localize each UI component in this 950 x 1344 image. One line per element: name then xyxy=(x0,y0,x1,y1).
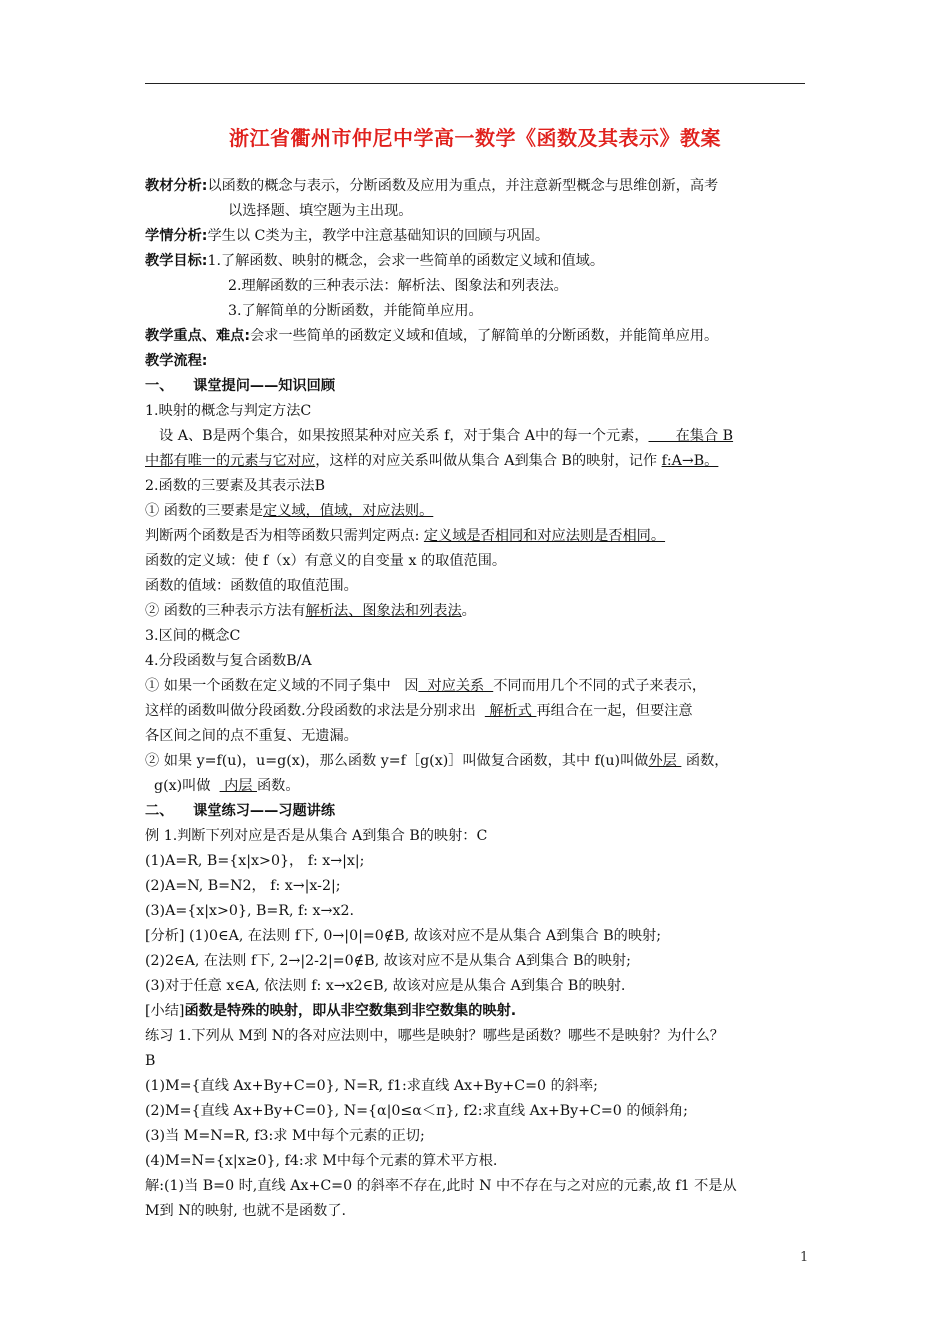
line-analysis-1: [分析] (1)0∈A, 在法则 f下, 0→|0|=0∉B, 故该对应不是从集合 A到集合 B的映射; xyxy=(145,928,662,944)
line-example-1-case-2: (2)A=N, B=N2， f: x→|x-2|; xyxy=(145,878,341,894)
line-exercise-case-2: (2)M={直线 Ax+By+C=0}, N={α|0≤α＜π}, f2:求直线 Ax+By+C=0 的倾斜角; xyxy=(145,1103,688,1119)
line-goal-3: 3.了解简单的分断函数，并能简单应用。 xyxy=(228,303,483,319)
line-mapping-concept: 1.映射的概念与判定方法C xyxy=(145,403,312,419)
line-key-points: 教学重点、难点:会求一些简单的函数定义域和值域，了解简单的分断函数，并能简单应用。 xyxy=(145,328,719,344)
document-body xyxy=(145,174,810,1224)
line-composite: ② 如果 y=f(u)，u=g(x)，那么函数 y=f［g(x)］叫做复合函数，其中 f(u)叫做外层 函数， xyxy=(145,753,729,769)
line-range: 函数的值域：函数值的取值范围。 xyxy=(145,578,358,594)
line-goals: 教学目标:1.了解函数、映射的概念，会求一些简单的函数定义域和值域。 xyxy=(145,253,605,269)
line-equal-functions: 判断两个函数是否为相等函数只需判定两点: 定义域是否相同和对应法则是否相同。 xyxy=(145,528,666,544)
line-exercise-level: B xyxy=(145,1053,156,1069)
line-exercise-1: 练习 1.下列从 M到 N的各对应法则中，哪些是映射？哪些是函数？哪些不是映射？为什么？ xyxy=(145,1028,724,1044)
line-exercise-case-3: (3)当 M=N=R, f3:求 M中每个元素的正切; xyxy=(145,1128,425,1144)
line-representations: ② 函数的三种表示方法有解析法、图象法和列表法。 xyxy=(145,603,476,619)
document-title: 浙江省衢州市仲尼中学高一数学《函数及其表示》教案 xyxy=(229,126,721,150)
line-textbook-analysis-cont: 以选择题、填空题为主出现。 xyxy=(228,203,413,219)
line-example-1-case-1: (1)A=R, B={x|x>0}， f: x→|x|; xyxy=(145,853,365,869)
line-solution-1: 解:(1)当 B=0 时,直线 Ax+C=0 的斜率不存在,此时 N 中不存在与之对应的元素,故 f1 不是从 xyxy=(145,1178,737,1194)
line-interval: 3.区间的概念C xyxy=(145,628,241,644)
line-example-1: 例 1.判断下列对应是否是从集合 A到集合 B的映射：C xyxy=(145,828,488,844)
line-piecewise-def: ① 如果一个函数在定义域的不同子集中 因 对应关系 不同而用几个不同的式子来表示， xyxy=(145,678,707,694)
section-heading-1: 一、 课堂提问——知识回顾 xyxy=(145,378,336,394)
line-piecewise-def-cont: 这样的函数叫做分段函数.分段函数的求法是分别求出 解析式 再组合在一起，但要注意 xyxy=(145,703,693,719)
section-heading-2: 二、 课堂练习——习题讲练 xyxy=(145,803,336,819)
line-exercise-case-4: (4)M=N={x|x≥0}, f4:求 M中每个元素的算术平方根. xyxy=(145,1153,498,1169)
line-function-elements: 2.函数的三要素及其表示法B xyxy=(145,478,326,494)
line-domain: 函数的定义域：使 f（x）有意义的自变量 x 的取值范围。 xyxy=(145,553,507,569)
line-student-analysis: 学情分析:学生以 C类为主，教学中注意基础知识的回顾与巩固。 xyxy=(145,228,550,244)
line-example-1-case-3: (3)A={x|x>0}, B=R, f: x→x2. xyxy=(145,903,354,919)
line-mapping-definition-cont: 中都有唯一的元素与它对应，这样的对应关系叫做从集合 A到集合 B的映射，记作 f:A→B。 xyxy=(145,453,719,469)
page-number: 1 xyxy=(800,1250,809,1265)
line-three-elements: ① 函数的三要素是定义域，值域，对应法则。 xyxy=(145,503,434,519)
line-analysis-2: (2)2∈A, 在法则 f下, 2→|2-2|=0∉B, 故该对应不是从集合 A到集合 B的映射; xyxy=(145,953,631,969)
line-mapping-definition: 设 A、B是两个集合，如果按照某种对应关系 f，对于集合 A中的每一个元素， 在集合 B xyxy=(159,428,734,444)
line-solution-1-cont: M到 N的映射, 也就不是函数了. xyxy=(145,1203,347,1219)
line-composite-cont: g(x)叫做 内层 函数。 xyxy=(145,778,300,794)
line-piecewise-note: 各区间之间的点不重复、无遗漏。 xyxy=(145,728,358,744)
line-process-heading: 教学流程: xyxy=(145,353,208,369)
line-analysis-3: (3)对于任意 x∈A, 依法则 f: x→x2∈B, 故该对应是从集合 A到集合 B的映射. xyxy=(145,978,626,994)
line-piecewise: 4.分段函数与复合函数B/A xyxy=(145,653,312,669)
line-textbook-analysis: 教材分析:以函数的概念与表示，分断函数及应用为重点，并注意新型概念与思维创新，高考 xyxy=(145,178,719,194)
line-exercise-case-1: (1)M={直线 Ax+By+C=0}, N=R, f1:求直线 Ax+By+C=0 的斜率; xyxy=(145,1078,598,1094)
header-rule xyxy=(145,83,805,84)
line-summary: [小结]函数是特殊的映射，即从非空数集到非空数集的映射. xyxy=(145,1003,517,1019)
line-goal-2: 2.理解函数的三种表示法：解析法、图象法和列表法。 xyxy=(228,278,568,294)
